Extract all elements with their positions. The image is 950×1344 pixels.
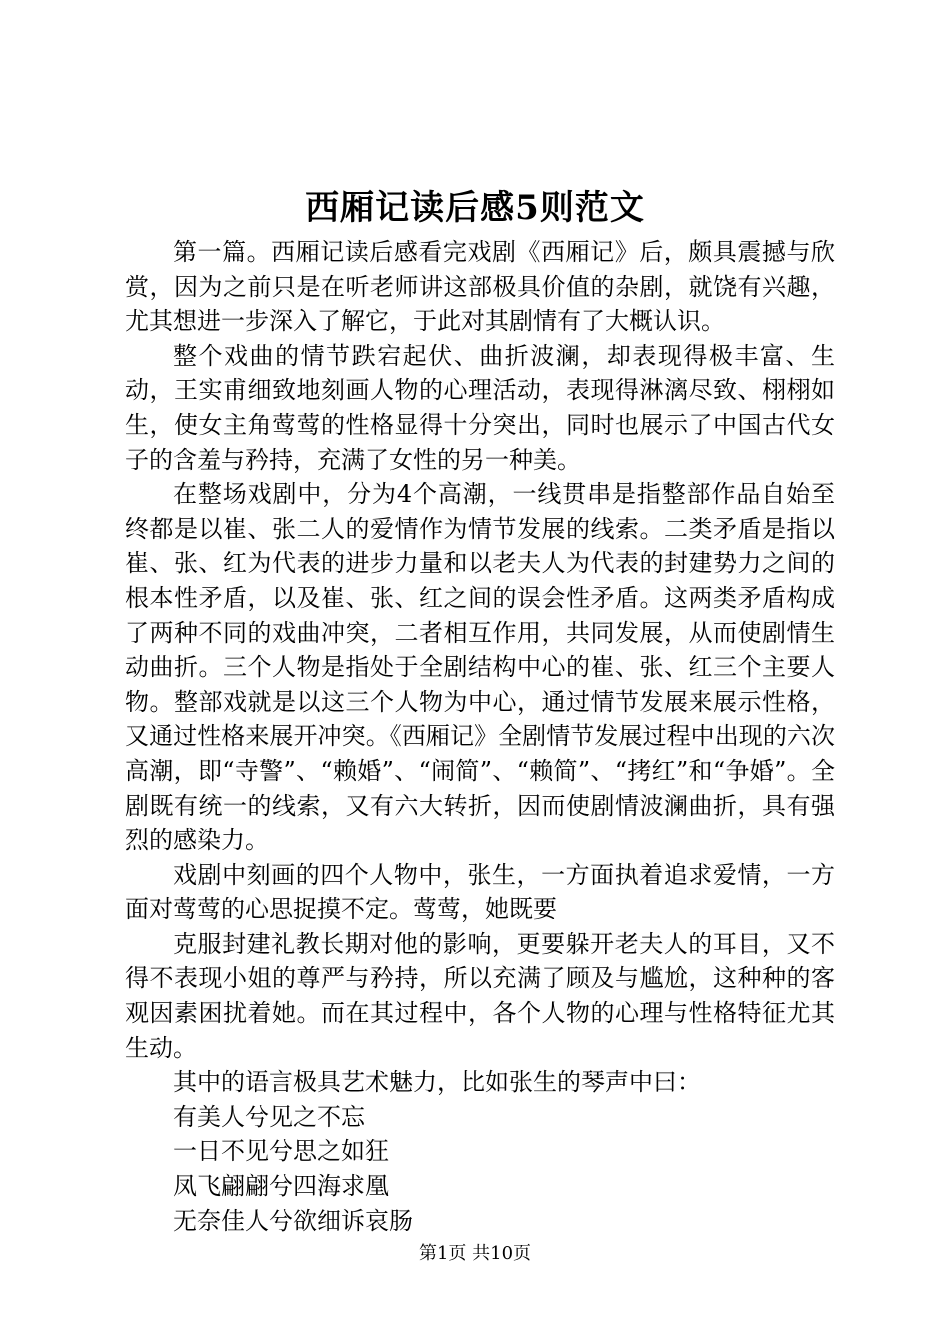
paragraph-2: 整个戏曲的情节跌宕起伏、曲折波澜，却表现得极丰富、生动，王实甫细致地刻画人物的心理活动，表现得淋漓尽致、栩栩如生，使女主角莺莺的性格显得十分突出，同时也展示了中国古代女子的含羞与矜持，充满了女性的另一种美。 (125, 341, 835, 474)
document-title: 西厢记读后感5则范文 (305, 188, 645, 228)
poem-line-2: 一日不见兮思之如狂 (173, 1137, 389, 1166)
page-number-footer: 第1页 共10页 (418, 1243, 532, 1264)
poem-line-1: 有美人兮见之不忘 (173, 1102, 365, 1131)
poem-intro-line: 其中的语言极具艺术魅力，比如张生的琴声中曰： (173, 1068, 701, 1097)
paragraph-3: 在整场戏剧中，分为4个高潮，一线贯串是指整部作品自始至终都是以崔、张二人的爱情作为情节发展的线索。二类矛盾是指以崔、张、红为代表的进步力量和以老夫人为代表的封建势力之间的根本性矛盾，以及崔、张、红之间的误会性矛盾。这两类矛盾构成了两种不同的戏曲冲突，二者相互作用，共同发展，从而使剧情生动曲折。三个人物是指处于全剧结构中心的崔、张、红三个主要人物。整部戏就是以这三个人物为中心，通过情节发展来展示性格，又通过性格来展开冲突。《西厢记》全剧情节发展过程中出现的六次高潮，即“寺警”、“赖婚”、“闹简”、“赖简”、“拷红”和“争婚”。全剧既有统一的线索，又有六大转折，因而使剧情波澜曲折，具有强烈的感染力。 (125, 480, 835, 855)
poem-line-3: 凤飞翩翩兮四海求凰 (173, 1172, 389, 1201)
paragraph-4: 戏剧中刻画的四个人物中，张生，一方面执着追求爱情，一方面对莺莺的心思捉摸不定。莺莺，她既要 (125, 860, 835, 924)
paragraph-5: 克服封建礼教长期对他的影响，更要躲开老夫人的耳目，又不得不表现小姐的尊严与矜持，所以充满了顾及与尴尬，这种种的客观因素困扰着她。而在其过程中，各个人物的心理与性格特征尤其生动。 (125, 929, 835, 1062)
document-body (125, 235, 835, 1238)
poem-line-4: 无奈佳人兮欲细诉哀肠 (173, 1206, 413, 1235)
paragraph-1: 第一篇。西厢记读后感看完戏剧《西厢记》后，颇具震撼与欣赏，因为之前只是在听老师讲这部极具价值的杂剧，就饶有兴趣，尤其想进一步深入了解它，于此对其剧情有了大概认识。 (125, 238, 835, 336)
